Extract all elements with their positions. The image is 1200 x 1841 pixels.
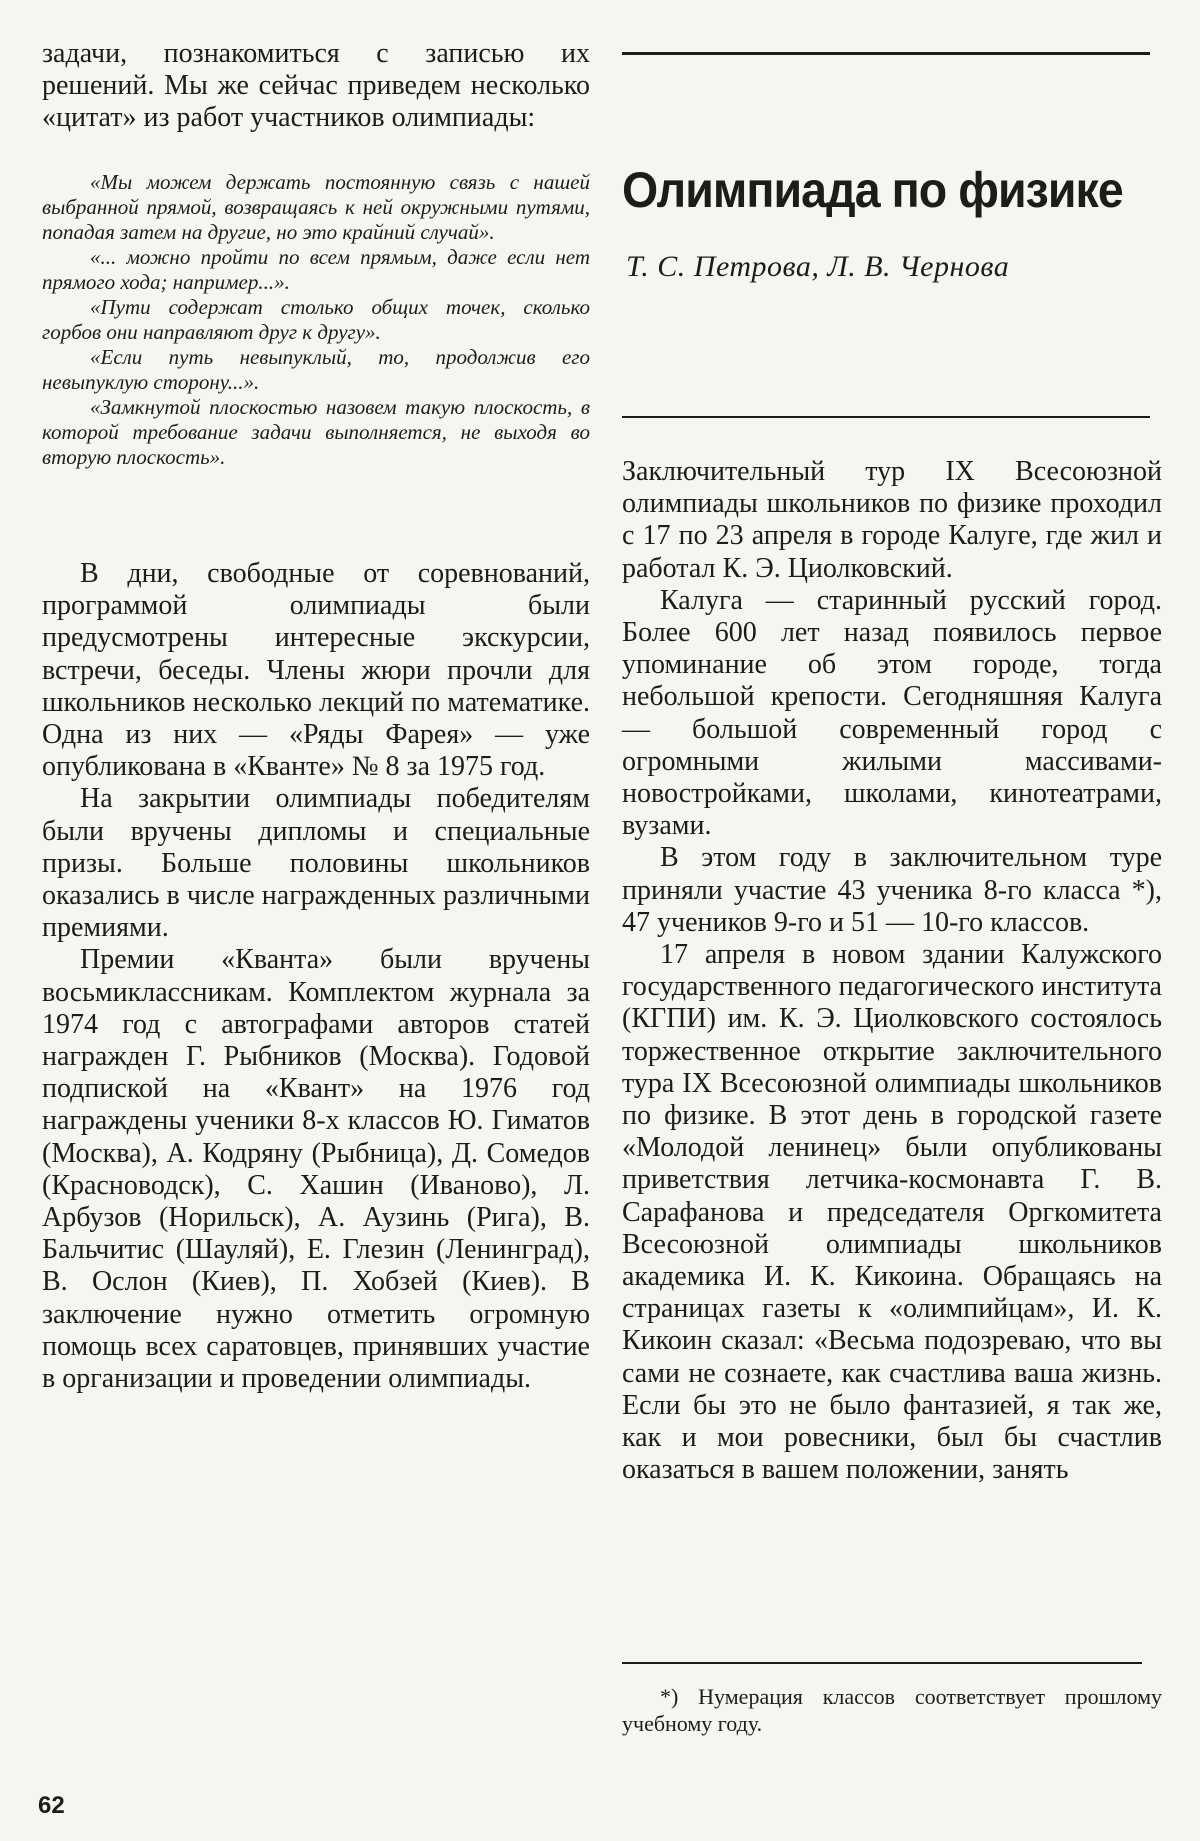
footnote-rule — [622, 1662, 1142, 1664]
quote-4: «Если путь невыпуклый, то, продолжив его невыпуклую сторону...». — [42, 345, 590, 394]
right-column — [622, 456, 1162, 1487]
right-paragraph-3: В этом году в заключительном туре приняли участие 43 ученика 8-го класса *), 47 учеников 9-го и 51 — 10-го классов. — [622, 842, 1162, 938]
page-number: 62 — [38, 1792, 65, 1819]
quote-3: «Пути содержат столько общих точек, сколько горбов они направляют друг к другу». — [42, 295, 590, 344]
left-paragraph-2: На закрытии олимпиады победителям были вручены дипломы и специальные призы. Больше половины школьников оказались в числе награжденных различными премиями. — [42, 783, 590, 944]
quote-1: «Мы можем держать постоянную связь с нашей выбранной прямой, возвращаясь к ней окружными путями, попадая затем на другие, но это крайний случай». — [42, 170, 590, 244]
header-bottom-rule — [622, 416, 1150, 418]
right-paragraph-1: Заключительный тур IX Всесоюзной олимпиады школьников по физике проходил с 17 по 23 апреля в городе Калуге, где жил и работал К. Э. Циолковский. — [622, 456, 1162, 584]
article-authors: Т. С. Петрова, Л. В. Чернова — [626, 250, 1010, 283]
quotes-block — [42, 170, 590, 470]
right-paragraph-2: Калуга — старинный русский город. Более 600 лет назад появилось первое упоминание об этом городе, тогда небольшой крепости. Сегодняшняя Калуга — большой современный город с огромными жилыми массивами-новостройками, школами, кинотеатрами, вузами. — [622, 584, 1162, 842]
right-paragraph-4: 17 апреля в новом здании Калужского государственного педагогического института (КГПИ) им. К. Э. Циолковского состоялось торжественное открытие заключительного тура IX Всесоюзной олимпиады школьников по физике. В этот день в городской газете «Молодой ленинец» были опубликованы приветствия летчика-космонавта Г. В. Сарафанова и председателя Оргкомитета Всесоюзной олимпиады школьников академика И. К. Кикоина. Обращаясь на страницах газеты к «олимпийцам», И. К. Кикоин сказал: «Весьма подозреваю, что вы сами не сознаете, как счастлива ваша жизнь. Если бы это не было фантазией, я так же, как и мои ровесники, был бы счастлив оказаться в вашем положении, занять — [622, 939, 1162, 1486]
quote-5: «Замкнутой плоскостью назовем такую плоскость, в которой требование задачи выполняется, не выходя во вторую плоскость». — [42, 395, 590, 469]
article-title: Олимпиада по физике — [622, 162, 1123, 218]
quote-2: «... можно пройти по всем прямым, даже если нет прямого хода; например...». — [42, 245, 590, 294]
top-rule — [622, 52, 1150, 55]
intro-paragraph: задачи, познакомиться с записью их решений. Мы же сейчас приведем несколько «цитат» из работ участников олимпиады: — [42, 38, 590, 134]
left-paragraph-3: Премии «Кванта» были вручены восьмиклассникам. Комплектом журнала за 1974 год с автографами авторов статей награжден Г. Рыбников (Москва). Годовой подпиской на «Квант» на 1976 год награждены ученики 8-х классов Ю. Гиматов (Москва), А. Кодряну (Рыбница), Д. Сомедов (Красноводск), С. Хашин (Иваново), Л. Арбузов (Норильск), А. Аузинь (Рига), В. Бальчитис (Шауляй), Е. Глезин (Ленинград), В. Ослон (Киев), П. Хобзей (Киев). В заключение нужно отметить огромную помощь всех саратовцев, принявших участие в организации и проведении олимпиады. — [42, 944, 590, 1395]
footnote: *) Нумерация классов соответствует прошлому учебному году. — [622, 1684, 1162, 1736]
left-body — [42, 558, 590, 1395]
left-paragraph-1: В дни, свободные от соревнований, программой олимпиады были предусмотрены интересные экскурсии, встречи, беседы. Члены жюри прочли для школьников несколько лекций по математике. Одна из них — «Ряды Фарея» — уже опубликована в «Кванте» № 8 за 1975 год. — [42, 558, 590, 783]
